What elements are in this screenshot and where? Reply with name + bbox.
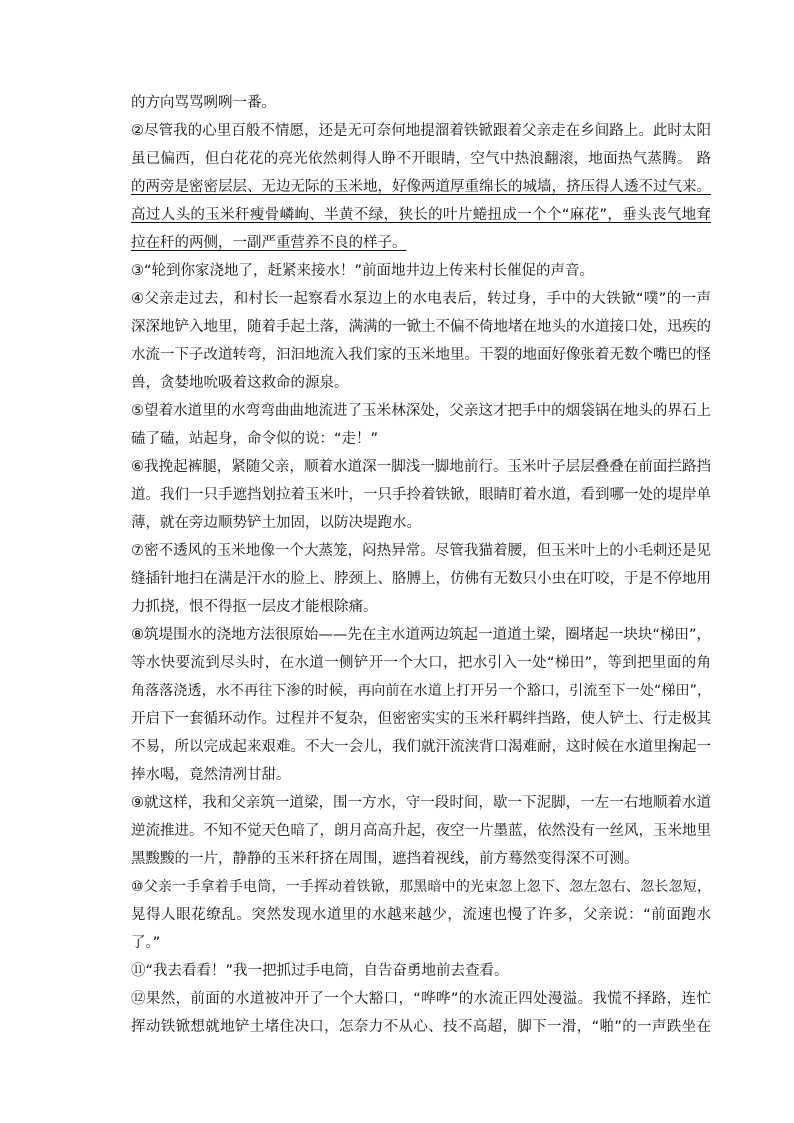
text-line: ③“轮到你家浇地了，赶紧来接水！”前面地井边上传来村长催促的声音。	[131, 263, 595, 279]
text-line: 角落落浇透，水不再往下渗的时候，再向前在水道上打开另一个豁口，引流至下一处“梯田”，	[131, 683, 711, 699]
text-line: 挥动铁锨想就地铲土堵住决口，怎奈力不从心、技不高超，脚下一滑，“啪”的一声跌坐在	[131, 1019, 711, 1035]
text-line: 虽已偏西，但白花花的亮光依然刺得人睁不开眼睛，空气中热浪翻滚，地面热气蒸腾。 路	[131, 151, 711, 167]
text-line: ④父亲走过去，和村长一起察看水泵边上的水电表后，转过身，手中的大铁锨“噗”的一声	[131, 291, 711, 307]
text-line: ⑫果然，前面的水道被冲开了一个大豁口，“哗哗”的水流正四处漫溢。我慌不择路，连忙	[131, 991, 711, 1007]
text-line: ⑦密不透风的玉米地像一个大蒸笼，闷热异常。尽管我猫着腰，但玉米叶上的小毛刺还是见	[131, 543, 711, 559]
text-line: 黑黢黢的一片，静静的玉米秆挤在周围，遮挡着视线，前方蓦然变得深不可测。	[131, 851, 639, 867]
text-line: 兽，贪婪地吮吸着这救命的源泉。	[131, 375, 349, 391]
text-line: ⑨就这样，我和父亲筑一道梁，围一方水，守一段时间，歇一下泥脚，一左一右地顺着水道	[131, 795, 711, 811]
text-line: 等水快要流到尽头时，在水道一侧铲开一个大口，把水引入一处“梯田”，等到把里面的角	[131, 655, 711, 671]
text-line: 捧水喝，竟然清冽甘甜。	[131, 767, 291, 783]
text-line: 开启下一套循环动作。过程并不复杂，但密密实实的玉米秆羁绊挡路，使人铲土、行走极其	[131, 711, 711, 727]
text-line: 缝插针地扫在满是汗水的脸上、脖颈上、胳膊上，仿佛有无数只小虫在叮咬，于是不停地用	[131, 571, 711, 587]
text-line: 逆流推进。不知不觉天色暗了，朗月高高升起，夜空一片墨蓝，依然没有一丝风，玉米地里	[131, 823, 711, 839]
text-line: 晃得人眼花缭乱。突然发现水道里的水越来越少，流速也慢了许多，父亲说：“前面跑水	[131, 907, 711, 923]
text-line: 不易，所以完成起来艰难。不大一会儿，我们就汗流浃背口渴难耐，这时候在水道里掬起一	[131, 739, 711, 755]
text-line: ⑥我挽起裤腿，紧随父亲，顺着水道深一脚浅一脚地前行。玉米叶子层层叠叠在前面拦路挡	[131, 459, 711, 475]
text-line: 道。我们一只手遮挡划拉着玉米叶，一只手拎着铁锨，眼睛盯着水道，看到哪一处的堤岸单	[131, 487, 711, 503]
text-line: 水流一下子改道转弯，汩汩地流入我们家的玉米地里。干裂的地面好像张着无数个嘴巴的怪	[131, 347, 711, 363]
underlined-text-line: 拉在秆的两侧，一副严重营养不良的样子。	[131, 235, 407, 251]
text-line: 薄，就在旁边顺势铲土加固，以防决堤跑水。	[131, 515, 421, 531]
underlined-text-line: 高过人头的玉米秆瘦骨嶙峋、半黄不绿，狭长的叶片蜷扭成一个个“麻花”，垂头丧气地耷	[131, 207, 711, 223]
text-line: ⑩父亲一手拿着手电筒，一手挥动着铁锨，那黑暗中的光束忽上忽下、忽左忽右、忽长忽短，	[131, 879, 711, 895]
text-line: ⑧筑堤围水的浇地方法很原始——先在主水道两边筑起一道道土梁，圈堵起一块块“梯田”，	[131, 627, 711, 643]
text-line: 磕了磕，站起身，命令似的说：“走！”	[131, 431, 379, 447]
text-line: 的方向骂骂咧咧一番。	[131, 95, 276, 111]
underlined-text-line: 的两旁是密密层层、无边无际的玉米地，好像两道厚重绵长的城墙，挤压得人透不过气来。	[131, 179, 711, 195]
text-line: ⑤望着水道里的水弯弯曲曲地流进了玉米林深处，父亲这才把手中的烟袋锅在地头的界石上	[131, 403, 711, 419]
text-line: ②尽管我的心里百般不情愿，还是无可奈何地提溜着铁锨跟着父亲走在乡间路上。此时太阳	[131, 123, 711, 139]
text-line: ⑪“我去看看！”我一把抓过手电筒，自告奋勇地前去查看。	[131, 963, 509, 979]
text-line: 了。”	[131, 935, 161, 951]
text-line: 力抓挠，恨不得抠一层皮才能根除痛。	[131, 599, 378, 615]
text-line: 深深地铲入地里，随着手起土落，满满的一锨土不偏不倚地堵在地头的水道接口处，迅疾的	[131, 319, 711, 335]
